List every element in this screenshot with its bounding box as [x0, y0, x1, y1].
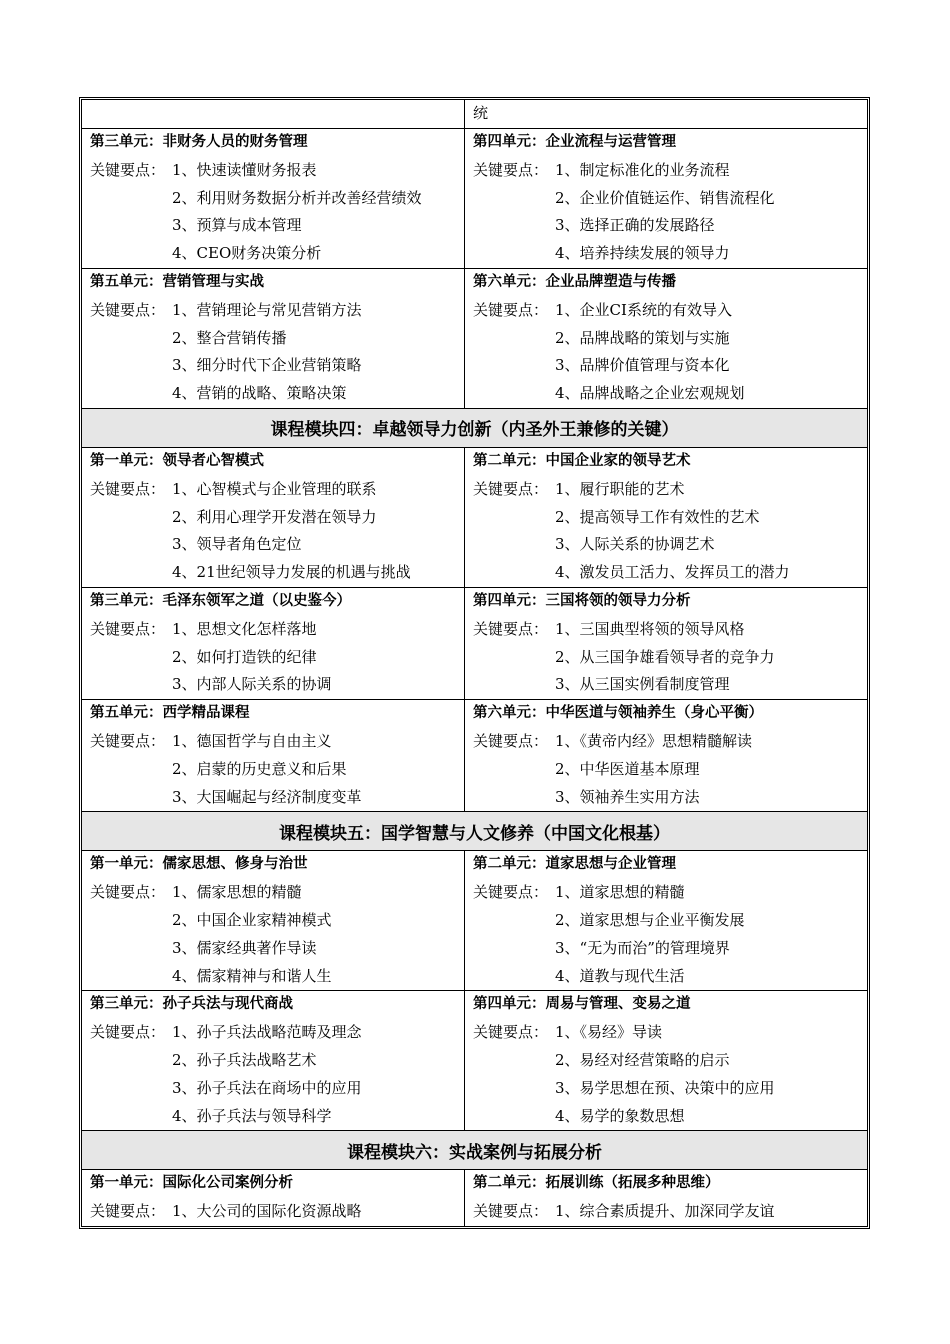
unit-title: 第六单元：中华医道与领袖养生（身心平衡）: [473, 705, 763, 722]
unit-title: 第五单元：营销管理与实战: [90, 273, 264, 290]
unit-row: [82, 700, 868, 812]
key-point-line: [473, 935, 859, 963]
module-header-row: [82, 1131, 868, 1170]
module-title: 课程模块六：实战案例与拓展分析: [82, 1131, 868, 1170]
key-point-line: [90, 297, 456, 325]
key-point-line: [90, 212, 456, 240]
key-point-line: [473, 504, 859, 532]
key-point-line: [90, 185, 456, 213]
key-point: 1、三国典型将领的领导风格: [555, 619, 745, 638]
key-points-label: 关键要点：: [90, 619, 166, 638]
key-point: 4、CEO财务决策分析: [172, 244, 322, 263]
key-point-line: [90, 1047, 456, 1075]
key-point: 4、道教与现代生活: [555, 966, 685, 985]
key-point-line: [90, 1103, 456, 1131]
key-point: 4、21世纪领导力发展的机遇与挑战: [172, 563, 411, 582]
key-point: 1、《黄帝内经》思想精髓解读: [555, 731, 753, 750]
key-points-label: 关键要点：: [90, 1202, 166, 1221]
key-points-label: 关键要点：: [90, 1023, 166, 1042]
key-point: 1、履行职能的艺术: [555, 479, 685, 498]
key-point-line: [90, 879, 456, 907]
unit-title: 第一单元：儒家思想、修身与治世: [90, 856, 308, 873]
key-point: 3、领袖养生实用方法: [555, 787, 700, 806]
key-point-line: [473, 157, 859, 185]
key-point: 3、大国崛起与经济制度变革: [172, 787, 362, 806]
key-point: 2、利用财务数据分析并改善经营绩效: [172, 188, 422, 207]
key-point: 2、中华医道基本原理: [555, 759, 700, 778]
unit-cell-left: [82, 268, 465, 408]
unit-cell-left: [82, 129, 465, 269]
key-points-label: 关键要点：: [90, 300, 166, 319]
unit-row: [82, 129, 868, 269]
module-title: 课程模块四：卓越领导力创新（内圣外王兼修的关键）: [82, 408, 868, 447]
key-points-label: 关键要点：: [90, 479, 166, 498]
key-point-line: [90, 559, 456, 587]
unit-title: 第二单元：拓展训练（拓展多种思维）: [473, 1175, 720, 1192]
key-point-line: [90, 476, 456, 504]
unit-cell-right: [465, 700, 868, 812]
key-point: 3、选择正确的发展路径: [555, 216, 715, 235]
key-point: 1、《易经》导读: [555, 1023, 663, 1042]
unit-cell-right: [465, 1170, 868, 1227]
key-point: 1、大公司的国际化资源战略: [172, 1202, 362, 1221]
key-point: 2、道家思想与企业平衡发展: [555, 910, 745, 929]
key-point: 2、利用心理学开发潜在领导力: [172, 507, 377, 526]
unit-row: [82, 268, 868, 408]
key-point: 2、启蒙的历史意义和后果: [172, 759, 347, 778]
key-point-line: [90, 671, 456, 699]
key-point-line: [473, 531, 859, 559]
key-point: 1、制定标准化的业务流程: [555, 160, 730, 179]
key-point-line: [473, 1198, 859, 1226]
unit-row: [82, 991, 868, 1131]
key-point-line: [473, 907, 859, 935]
key-point: 3、领导者角色定位: [172, 535, 302, 554]
unit-title: 第三单元：毛泽东领军之道（以史鉴今）: [90, 592, 351, 609]
key-point-line: [473, 756, 859, 784]
key-point-line: [90, 352, 456, 380]
key-point: 2、企业价值链运作、销售流程化: [555, 188, 775, 207]
unit-cell-left: [82, 991, 465, 1131]
continuation-text-left: [90, 100, 456, 128]
key-point-line: [473, 559, 859, 587]
key-point-line: [90, 644, 456, 672]
key-point-line: [473, 185, 859, 213]
continuation-row: [82, 100, 868, 129]
unit-cell-right: [465, 851, 868, 991]
unit-row: [82, 587, 868, 699]
key-point: 1、企业CI系统的有效导入: [555, 300, 732, 319]
key-point: 3、人际关系的协调艺术: [555, 535, 715, 554]
key-point-line: [473, 1019, 859, 1047]
key-points-label: 关键要点：: [473, 1023, 549, 1042]
key-point-line: [473, 1103, 859, 1131]
unit-cell-right: [465, 587, 868, 699]
key-points-label: 关键要点：: [473, 883, 549, 902]
key-point: 3、内部人际关系的协调: [172, 675, 332, 694]
unit-cell-left: [82, 447, 465, 587]
unit-title: 第四单元：周易与管理、变易之道: [473, 996, 691, 1013]
unit-cell-right: [465, 129, 868, 269]
key-points-label: 关键要点：: [90, 883, 166, 902]
key-point: 3、细分时代下企业营销策略: [172, 356, 362, 375]
key-point-line: [90, 756, 456, 784]
unit-cell-right: [465, 268, 868, 408]
key-point: 4、孙子兵法与领导科学: [172, 1106, 332, 1125]
key-point-line: [90, 935, 456, 963]
key-point: 1、综合素质提升、加深同学友谊: [555, 1202, 775, 1221]
key-point: 4、儒家精神与和谐人生: [172, 966, 332, 985]
key-point: 4、营销的战略、策略决策: [172, 384, 347, 403]
key-point: 3、孙子兵法在商场中的应用: [172, 1078, 362, 1097]
key-point-line: [90, 1198, 456, 1226]
key-point-line: [473, 476, 859, 504]
unit-title: 第二单元：道家思想与企业管理: [473, 856, 676, 873]
key-point-line: [90, 157, 456, 185]
key-point-line: [473, 1075, 859, 1103]
unit-row: [82, 447, 868, 587]
key-point-line: [90, 907, 456, 935]
unit-title: 第一单元：国际化公司案例分析: [90, 1175, 293, 1192]
key-point-line: [473, 728, 859, 756]
key-point-line: [90, 240, 456, 268]
key-point-line: [473, 963, 859, 991]
key-point: 2、提高领导工作有效性的艺术: [555, 507, 760, 526]
key-point-line: [473, 352, 859, 380]
unit-title: 第一单元：领导者心智模式: [90, 452, 264, 469]
unit-cell-left: [82, 851, 465, 991]
key-points-label: 关键要点：: [473, 619, 549, 638]
key-point-line: [473, 671, 859, 699]
key-point-line: [90, 325, 456, 353]
module-header-row: [82, 812, 868, 851]
key-point-line: [473, 616, 859, 644]
key-point: 1、思想文化怎样落地: [172, 619, 317, 638]
key-point-line: [90, 1075, 456, 1103]
unit-row: [82, 851, 868, 991]
unit-row: [82, 1170, 868, 1227]
key-points-label: 关键要点：: [473, 1202, 549, 1221]
course-table: [81, 99, 868, 1227]
key-points-label: 关键要点：: [90, 160, 166, 179]
unit-title: 第三单元：孙子兵法与现代商战: [90, 996, 293, 1013]
key-point-line: [90, 616, 456, 644]
key-point: 1、孙子兵法战略范畴及理念: [172, 1023, 362, 1042]
continuation-cell-left: [82, 100, 465, 129]
key-points-label: 关键要点：: [473, 731, 549, 750]
key-point-line: [90, 531, 456, 559]
continuation-text-right: 统: [473, 104, 489, 122]
module-header-row: [82, 408, 868, 447]
key-points-label: 关键要点：: [473, 300, 549, 319]
key-points-label: 关键要点：: [90, 731, 166, 750]
key-point-line: [473, 240, 859, 268]
key-point: 3、儒家经典著作导读: [172, 938, 317, 957]
key-point: 1、快速读懂财务报表: [172, 160, 317, 179]
unit-cell-left: [82, 1170, 465, 1227]
key-points-label: 关键要点：: [473, 160, 549, 179]
key-point: 3、“无为而治”的管理境界: [555, 938, 730, 957]
unit-cell-left: [82, 587, 465, 699]
key-point: 1、营销理论与常见营销方法: [172, 300, 362, 319]
key-point-line: [90, 380, 456, 408]
key-point: 2、品牌战略的策划与实施: [555, 328, 730, 347]
continuation-cell-right: [465, 100, 868, 129]
key-point: 4、培养持续发展的领导力: [555, 244, 730, 263]
key-point: 3、易学思想在预、决策中的应用: [555, 1078, 775, 1097]
module-title: 课程模块五：国学智慧与人文修养（中国文化根基）: [82, 812, 868, 851]
key-point: 3、品牌价值管理与资本化: [555, 356, 730, 375]
key-point: 3、预算与成本管理: [172, 216, 302, 235]
key-point-line: [473, 297, 859, 325]
unit-cell-left: [82, 700, 465, 812]
key-point: 4、易学的象数思想: [555, 1106, 685, 1125]
unit-title: 第四单元：三国将领的领导力分析: [473, 592, 691, 609]
key-point: 1、道家思想的精髓: [555, 883, 685, 902]
course-table-body: [82, 100, 868, 1227]
key-point: 4、品牌战略之企业宏观规划: [555, 384, 745, 403]
key-point-line: [473, 879, 859, 907]
key-point: 1、儒家思想的精髓: [172, 883, 302, 902]
key-point-line: [90, 963, 456, 991]
key-point: 3、从三国实例看制度管理: [555, 675, 730, 694]
key-point-line: [473, 784, 859, 812]
key-points-label: 关键要点：: [473, 479, 549, 498]
key-point-line: [90, 504, 456, 532]
key-point: 2、如何打造铁的纪律: [172, 647, 317, 666]
key-point-line: [473, 380, 859, 408]
key-point: 2、整合营销传播: [172, 328, 287, 347]
key-point-line: [473, 212, 859, 240]
key-point: 2、从三国争雄看领导者的竞争力: [555, 647, 775, 666]
unit-title: 第三单元：非财务人员的财务管理: [90, 134, 308, 150]
key-point: 1、心智模式与企业管理的联系: [172, 479, 377, 498]
key-point: 2、易经对经营策略的启示: [555, 1050, 730, 1069]
key-point-line: [90, 728, 456, 756]
unit-title: 第二单元：中国企业家的领导艺术: [473, 452, 691, 469]
key-point-line: [90, 784, 456, 812]
key-point-line: [90, 1019, 456, 1047]
unit-title: 第四单元：企业流程与运营管理: [473, 134, 676, 150]
key-point: 4、激发员工活力、发挥员工的潜力: [555, 563, 790, 582]
key-point: 2、孙子兵法战略艺术: [172, 1050, 317, 1069]
unit-cell-right: [465, 991, 868, 1131]
key-point-line: [473, 325, 859, 353]
unit-title: 第五单元：西学精品课程: [90, 705, 250, 722]
key-point: 1、德国哲学与自由主义: [172, 731, 332, 750]
unit-title: 第六单元：企业品牌塑造与传播: [473, 273, 676, 290]
key-point-line: [473, 644, 859, 672]
key-point: 2、中国企业家精神模式: [172, 910, 332, 929]
unit-cell-right: [465, 447, 868, 587]
key-point-line: [473, 1047, 859, 1075]
